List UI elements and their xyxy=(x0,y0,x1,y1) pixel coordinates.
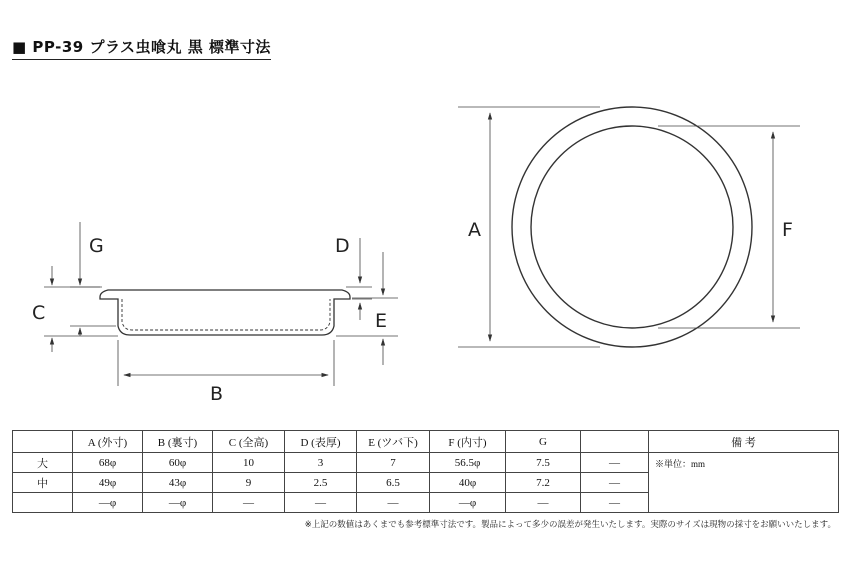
table-cell: 10 xyxy=(213,453,285,473)
dim-label-c: C xyxy=(32,302,46,324)
table-cell: 49φ xyxy=(73,473,143,493)
table-cell: 60φ xyxy=(143,453,213,473)
table-cell: — xyxy=(357,493,430,513)
table-header-row xyxy=(13,431,839,453)
dim-b xyxy=(118,340,334,386)
table-header: A (外寸) xyxy=(73,431,143,453)
table-cell: 43φ xyxy=(143,473,213,493)
dim-label-f: F xyxy=(782,219,793,241)
dim-e xyxy=(336,252,398,365)
side-profile xyxy=(100,290,350,335)
table-cell: — xyxy=(581,453,649,473)
table-cell: — xyxy=(581,473,649,493)
table-header xyxy=(581,431,649,453)
table-header: F (内寸) xyxy=(430,431,506,453)
row-label: 中 xyxy=(13,473,73,493)
page-title: ■ PP-39 プラス虫喰丸 黒 標準寸法 xyxy=(12,36,271,60)
table-header: G xyxy=(506,431,581,453)
table-cell: — xyxy=(506,493,581,513)
remarks-cell: ※単位：mm xyxy=(649,453,839,513)
dim-label-b: B xyxy=(210,383,224,405)
table-cell: 7 xyxy=(357,453,430,473)
table-cell: —φ xyxy=(430,493,506,513)
table-cell: 3 xyxy=(285,453,357,473)
table-header xyxy=(13,431,73,453)
table-cell: 7.2 xyxy=(506,473,581,493)
table-cell: 6.5 xyxy=(357,473,430,493)
table-header: E (ツバ下) xyxy=(357,431,430,453)
table-row xyxy=(13,453,839,473)
dim-label-d: D xyxy=(335,235,350,257)
table-cell: 2.5 xyxy=(285,473,357,493)
table-header: B (裏寸) xyxy=(143,431,213,453)
row-label xyxy=(13,493,73,513)
dim-label-e: E xyxy=(375,310,388,332)
table-cell: —φ xyxy=(73,493,143,513)
table-header: D (表厚) xyxy=(285,431,357,453)
dim-label-g: G xyxy=(89,235,104,257)
table-header-remarks: 備 考 xyxy=(649,431,839,453)
spec-table xyxy=(12,430,839,513)
table-cell: — xyxy=(213,493,285,513)
footnote: ※上記の数値はあくまでも参考標準寸法です。製品によって多少の誤差が発生いたします。実際のサイズは現物の採寸をお願いいたします。 xyxy=(304,520,836,530)
table-cell: 40φ xyxy=(430,473,506,493)
table-cell: 68φ xyxy=(73,453,143,473)
table-cell: 7.5 xyxy=(506,453,581,473)
row-label: 大 xyxy=(13,453,73,473)
table-cell: 9 xyxy=(213,473,285,493)
dim-d xyxy=(346,238,372,320)
table-header: C (全高) xyxy=(213,431,285,453)
table-cell: 56.5φ xyxy=(430,453,506,473)
top-view xyxy=(512,107,752,347)
dim-c xyxy=(44,266,118,352)
table-cell: —φ xyxy=(143,493,213,513)
table-cell: — xyxy=(285,493,357,513)
table-cell: — xyxy=(581,493,649,513)
dim-label-a: A xyxy=(468,219,481,241)
